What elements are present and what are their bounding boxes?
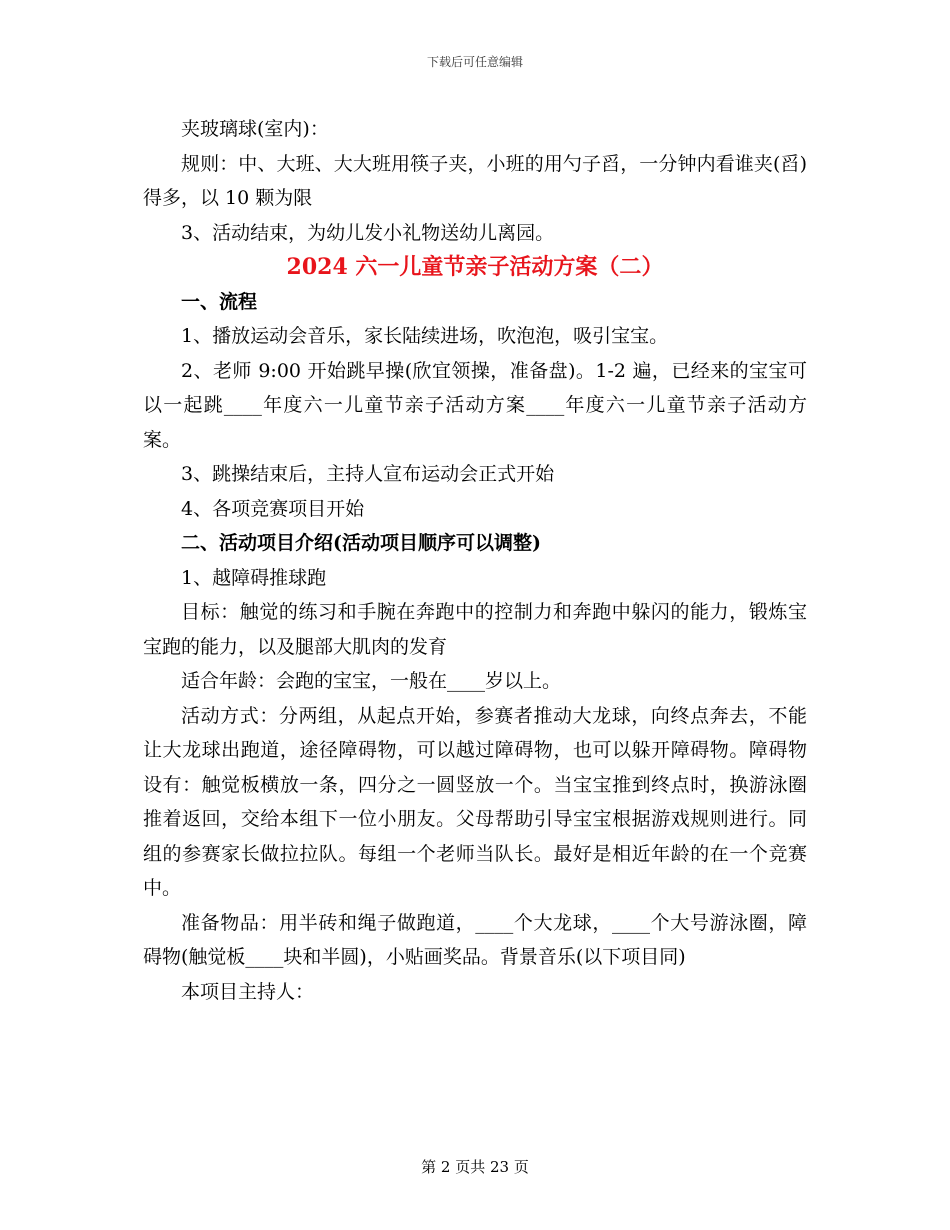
document-title: 2024 六一儿童节亲子活动方案（二）	[286, 254, 664, 280]
section-heading: 一、流程	[181, 290, 258, 313]
paragraph: 3、跳操结束后，主持人宣布运动会正式开始	[181, 463, 555, 485]
paragraph: 1、越障碍推球跑	[181, 566, 327, 589]
paragraph: 夹玻璃球(室内)：	[181, 118, 329, 140]
paragraph: 1、播放运动会音乐，家长陆续进场，吹泡泡，吸引宝宝。	[181, 325, 669, 347]
paragraph: 3、活动结束，为幼儿发小礼物送幼儿离园。	[181, 221, 555, 244]
page-header: 下载后可任意编辑	[426, 55, 523, 69]
paragraph: 活动方式：分两组，从起点开始，参赛者推动大龙球，向终点奔去，不能让大龙球出跑道，途径障碍物，可以越过障碍物，也可以躲开障碍物。障碍物设有：触觉板横放一条，四分之一圆竖放一个。当宝宝推到终点时，换游泳圈推着返回，交给本组下一位小朋友。父母帮助引导宝宝根据游戏规则进行。同组的参赛家长做拉拉队。每组一个老师当队长。最好是相近年龄的在一个竞赛中。	[143, 704, 807, 899]
page-footer: 第 2 页共 23 页	[421, 1158, 529, 1176]
paragraph: 适合年龄：会跑的宝宝，一般在____岁以上。	[181, 670, 562, 692]
paragraph: 本项目主持人：	[181, 980, 315, 1003]
section-heading: 二、活动项目介绍(活动项目顺序可以调整)	[181, 532, 541, 554]
paragraph: 规则：中、大班、大大班用筷子夹，小班的用勺子舀，一分钟内看谁夹(舀)得多，以 10 颗为限	[143, 152, 807, 209]
paragraph: 2、老师 9:00 开始跳早操(欣宜领操，准备盘)。1-2 遍，已经来的宝宝可以一起跳____年度六一儿童节亲子活动方案____年度六一儿童节亲子活动方案。	[143, 359, 807, 451]
paragraph: 准备物品：用半砖和绳子做跑道，____个大龙球，____个大号游泳圈，障碍物(触觉板____块和半圆)，小贴画奖品。背景音乐(以下项目同)	[143, 911, 807, 968]
paragraph: 目标：触觉的练习和手腕在奔跑中的控制力和奔跑中躲闪的能力，锻炼宝宝跑的能力，以及腿部大肌肉的发育	[143, 601, 807, 658]
document-body	[143, 112, 807, 1009]
paragraph: 4、各项竞赛项目开始	[181, 497, 365, 520]
